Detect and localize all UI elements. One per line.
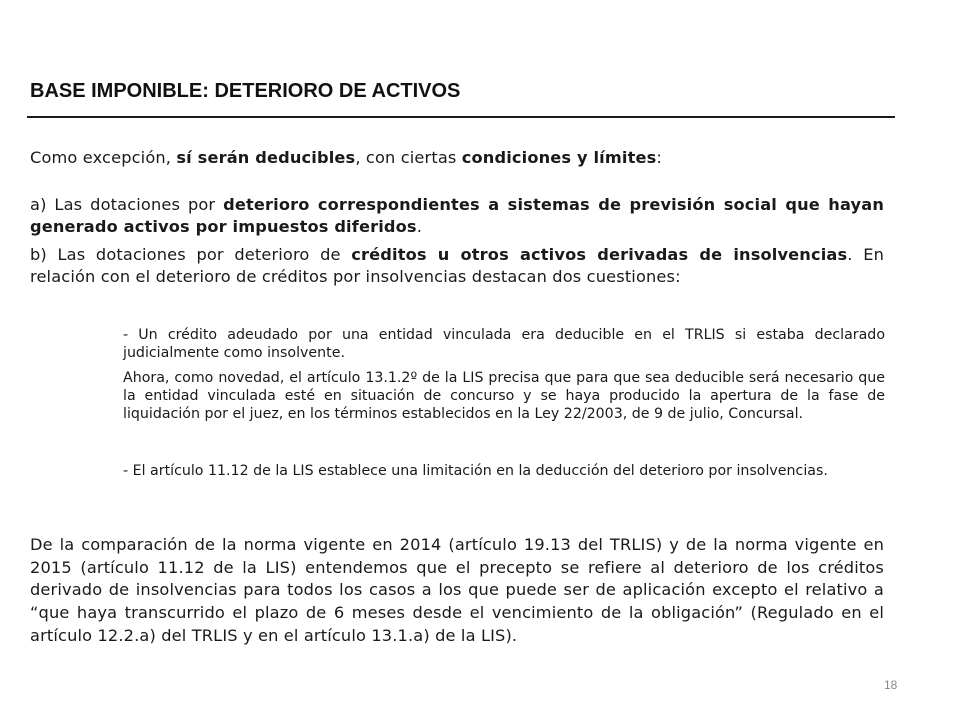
page-number: 18 <box>884 678 898 692</box>
item-b-paragraph <box>30 244 884 288</box>
intro-emphasis: sí serán deducibles <box>176 148 356 167</box>
item-a-text: . <box>416 217 422 236</box>
intro-text: : <box>656 148 663 167</box>
item-b-text: . En relación con el deterioro de créditos por insolvencias destacan dos cuestiones: <box>30 245 884 286</box>
intro-text: Como excepción, <box>30 148 177 167</box>
sub-point-3: - El artículo 11.12 de la LIS establece una limitación en la deducción del deterioro por insolvencias. <box>123 463 828 479</box>
intro-paragraph <box>30 147 884 169</box>
sub-point-2: Ahora, como novedad, el artículo 13.1.2º de la LIS precisa que para que sea deducible será necesario que la entidad vinculada esté en situación de concurso y se haya producido la apertura de la fase de liquidación por el juez, en los términos establecidos en la Ley 22/2003, de 9 de julio, Concursal. <box>123 370 885 422</box>
item-a-paragraph <box>30 194 884 238</box>
conclusion-paragraph: De la comparación de la norma vigente en 2014 (artículo 19.13 del TRLIS) y de la norma vigente en 2015 (artículo 11.12 de la LIS) entendemos que el precepto se refiere al deterioro de los créditos derivado de insolvencias para todos los casos a los que puede ser de aplicación excepto el relativo a “que haya transcurrido el plazo de 6 meses desde el vencimiento de la obligación” (Regulado en el artículo 12.2.a) del TRLIS y en el artículo 13.1.a) de la LIS). <box>30 535 884 645</box>
sub-point-1: - Un crédito adeudado por una entidad vinculada era deducible en el TRLIS si estaba declarado judicialmente como insolvente. <box>123 327 885 361</box>
item-b-emphasis: créditos u otros activos derivadas de insolvencias <box>351 245 848 264</box>
slide-title: BASE IMPONIBLE: DETERIORO DE ACTIVOS <box>30 80 461 102</box>
intro-text: , con ciertas <box>355 148 462 167</box>
item-a-emphasis: deterioro correspondientes a sistemas de previsión social que hayan generado activos por impuestos diferidos <box>30 195 884 236</box>
item-b-text: b) Las dotaciones por deterioro de <box>30 245 352 264</box>
item-a-text: a) Las dotaciones por <box>30 195 224 214</box>
intro-emphasis: condiciones y límites <box>461 148 657 167</box>
title-underline <box>27 116 895 118</box>
